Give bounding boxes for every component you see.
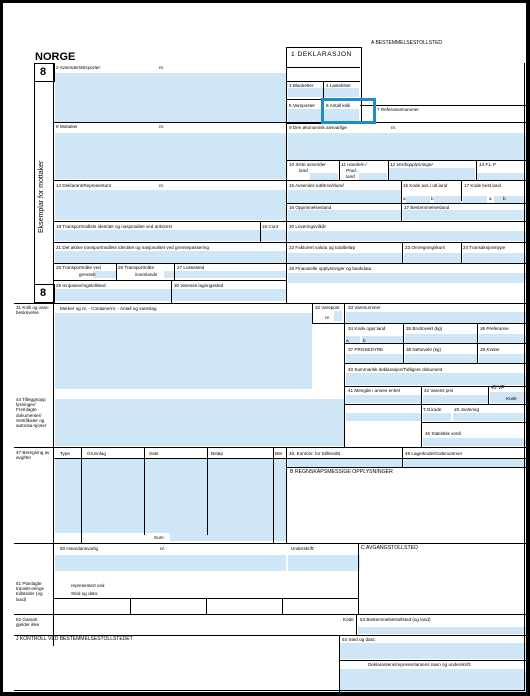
transaction-type-label: 24 Transaksjonstype	[463, 245, 506, 250]
customs-declaration-form	[3, 3, 526, 692]
form-frame	[14, 63, 525, 691]
to-code-label: T.O.kode	[423, 407, 442, 412]
code-b-label: b	[431, 196, 434, 201]
destination-country-code-label: 17 Kode best.land	[464, 183, 502, 188]
flp-label: 13 F.L.P	[479, 162, 496, 167]
tax-calculation-label: 47 Beregning av avgifter	[16, 450, 50, 461]
last-sender-country-label-2: land	[299, 168, 308, 173]
antall-kolli-highlight	[321, 98, 376, 124]
guarantee-code-label: Kode	[343, 617, 354, 622]
declarant-nr-label: nr.	[159, 183, 165, 188]
sender-country-label: 15 Avsender-/utførselsland	[289, 183, 344, 188]
accounting-info-header: B REGNSKAPSMESSIGE OPPLYSNINGER	[290, 469, 393, 475]
item-number-nr-label: nr.	[325, 315, 331, 320]
trade-country-label: 11 Handels-/	[341, 162, 367, 167]
transport-mode-inland-label-2: innenlands	[135, 272, 158, 277]
trade-country-label-2: Prod.-	[346, 168, 359, 173]
declarant-signature-label: Deklarantens/representantens navn og underskrift:	[368, 662, 472, 667]
destination-country-label: 17 Bestemmelsesland	[404, 205, 450, 210]
place-date-label: Sted og dato:	[71, 591, 99, 596]
signature-label: Underskrift:	[291, 546, 315, 551]
bm-column-header: BM	[275, 451, 282, 456]
unloading-place-label: 27 Lossested	[177, 265, 205, 270]
origin-code-label: 34 Kode oppr.land	[348, 326, 386, 331]
country-title: NORGE	[35, 51, 76, 63]
copy-side-label: Eksemplar for mottaker	[38, 160, 45, 233]
value-info-label: 12 Verdiopplysninger	[390, 162, 433, 167]
amount-column-header: Beløp	[211, 451, 224, 456]
antall-kolli-label: 6 Antall kolli	[326, 103, 351, 108]
transport-mode-inland-label: 26 Transportmåte	[118, 265, 155, 270]
quota-label: 39 Kvoter	[480, 347, 500, 352]
invoice-currency-label: 22 Fakturert valuta og totalbeløp	[289, 245, 356, 250]
entry-office-label: 29 Innpasseringstollsted	[56, 283, 106, 288]
code-b-label-2: b	[503, 196, 506, 201]
guarantee-label: 52 Garanti gjelder ikke	[16, 617, 40, 628]
sender-nr-label: nr.	[159, 65, 165, 70]
principal-nr-label: nr.	[160, 546, 166, 551]
net-weight-label: 38 Nettovekt (kg)	[406, 347, 441, 352]
lasteliter-label: 4 Lastelister	[326, 83, 351, 88]
delivery-terms-label: 20 Leveringsvilkår	[289, 224, 327, 229]
item-number-label: 32 Varepost	[315, 305, 340, 310]
vf-code-label: Kode	[506, 396, 517, 401]
origin-country-label: 16 Opprinnelsesland	[289, 205, 332, 210]
code-a-label-2: a	[489, 196, 492, 201]
preference-label: 36 Preferanse	[480, 326, 509, 331]
consignee-nr-label: nr.	[159, 124, 165, 129]
economic-operator-label: 9 Den økonomisk ansvarlige	[289, 125, 347, 130]
blanketter-label: 3 Blanketter	[289, 83, 314, 88]
transport-mode-border-label-2: grensen	[79, 272, 96, 277]
commodity-code-label: 33 Varenummer	[348, 305, 381, 310]
transport-mode-border-label: 25 Transportmåte ved	[56, 265, 101, 270]
credit-account-label: 48. Kontonr. for tollkreditt	[289, 451, 341, 456]
basis-column-header: Grunnlag	[87, 451, 106, 456]
summary-declaration-label: 40 Summarisk deklarasjon/Tidligere dokument	[348, 367, 443, 372]
sender-label: 2 Avsender/Eksportør	[56, 65, 101, 70]
control-destination-header: J KONTROLL VED BESTEMMELSESTOLLSTEDET	[16, 636, 133, 642]
copy-number: 8	[40, 66, 47, 78]
declaration-title: 1 DEKLARASJON	[291, 51, 352, 58]
vareposter-label: 5 Vareposter	[289, 103, 315, 108]
destination-office-label: 53 Bestemmelsestollsted (og land)	[360, 617, 431, 622]
goods-description-label: 31 Kolli og vare-beskrivelse	[16, 305, 50, 316]
storage-place-label: 30 Varenes lagringssted	[174, 283, 224, 288]
transport-id-label: 18 Transportmidlets identitet og nasjonalitet ved ankomst	[56, 224, 172, 229]
last-sender-country-label: 10 Siste avsender-	[289, 162, 328, 167]
active-transport-label: 21 Det aktive transportmidlets identitet og nasjonalitet ved grensepassering	[56, 245, 209, 250]
quantity-other-unit-label: 41 Mengde i annen enhet	[348, 388, 401, 393]
economic-operator-nr-label: nr.	[391, 125, 397, 130]
reference-number-label: 7 Referansenummer	[377, 107, 419, 112]
container-label: 19 Cont	[262, 224, 279, 229]
marks-label: Merker og nr. - Containernr. - Antall og vareslag	[60, 306, 157, 311]
warehouse-code-label: 49 Lagerkode/Godsnummer	[405, 451, 463, 456]
origin-code-b-label: b	[363, 338, 366, 343]
rate-column-header: Sats	[149, 451, 159, 456]
statistical-value-label: 46 Statistisk verdi	[425, 431, 461, 436]
sum-label: Sum:	[154, 535, 165, 540]
principal-label: 50 Hovedansvarlig	[60, 546, 99, 551]
additional-info-label: 44 Tilleggsopp lysninger/ Fremlagte dokumenter/ Sertifikater og autorisa-sjoner	[16, 397, 47, 429]
adjustment-label: 45 Justering	[454, 407, 480, 412]
destination-office-header: A BESTEMMELSESTOLLSTED	[371, 40, 443, 46]
trade-country-label-3: land	[346, 174, 355, 179]
gross-weight-label: 35 Bruttovekt (kg)	[406, 326, 443, 331]
vf-label: 43 VF	[491, 385, 505, 391]
sender-country-code-label: 15 Kode avs./ utl.land	[403, 183, 448, 188]
transit-offices-label: 51 Planlagte transitt-erings tollsteder (og land)	[16, 581, 44, 602]
origin-code-a-label: a	[346, 338, 349, 343]
represented-by-label: representert ved	[71, 583, 105, 588]
financial-info-label: 28 Finansielle opplysninger og bankdata	[289, 266, 372, 271]
declarant-label: 14 Deklarant/Representant	[56, 183, 111, 188]
copy-number-bottom: 8	[40, 287, 47, 299]
type-column-header: Type	[60, 451, 70, 456]
exchange-rate-label: 23 Omregningskurs	[405, 245, 446, 250]
place-date-54-label: 54 Sted og dato:	[342, 637, 376, 642]
item-price-label: 42 Varens pris	[424, 388, 454, 393]
procedure-label: 37 PROSEDYRE	[348, 347, 384, 352]
code-a-label: a	[403, 196, 406, 201]
departure-office-header: C AVGANGSTOLLSTED	[361, 545, 418, 551]
consignee-label: 8 Mottaker	[56, 124, 78, 129]
